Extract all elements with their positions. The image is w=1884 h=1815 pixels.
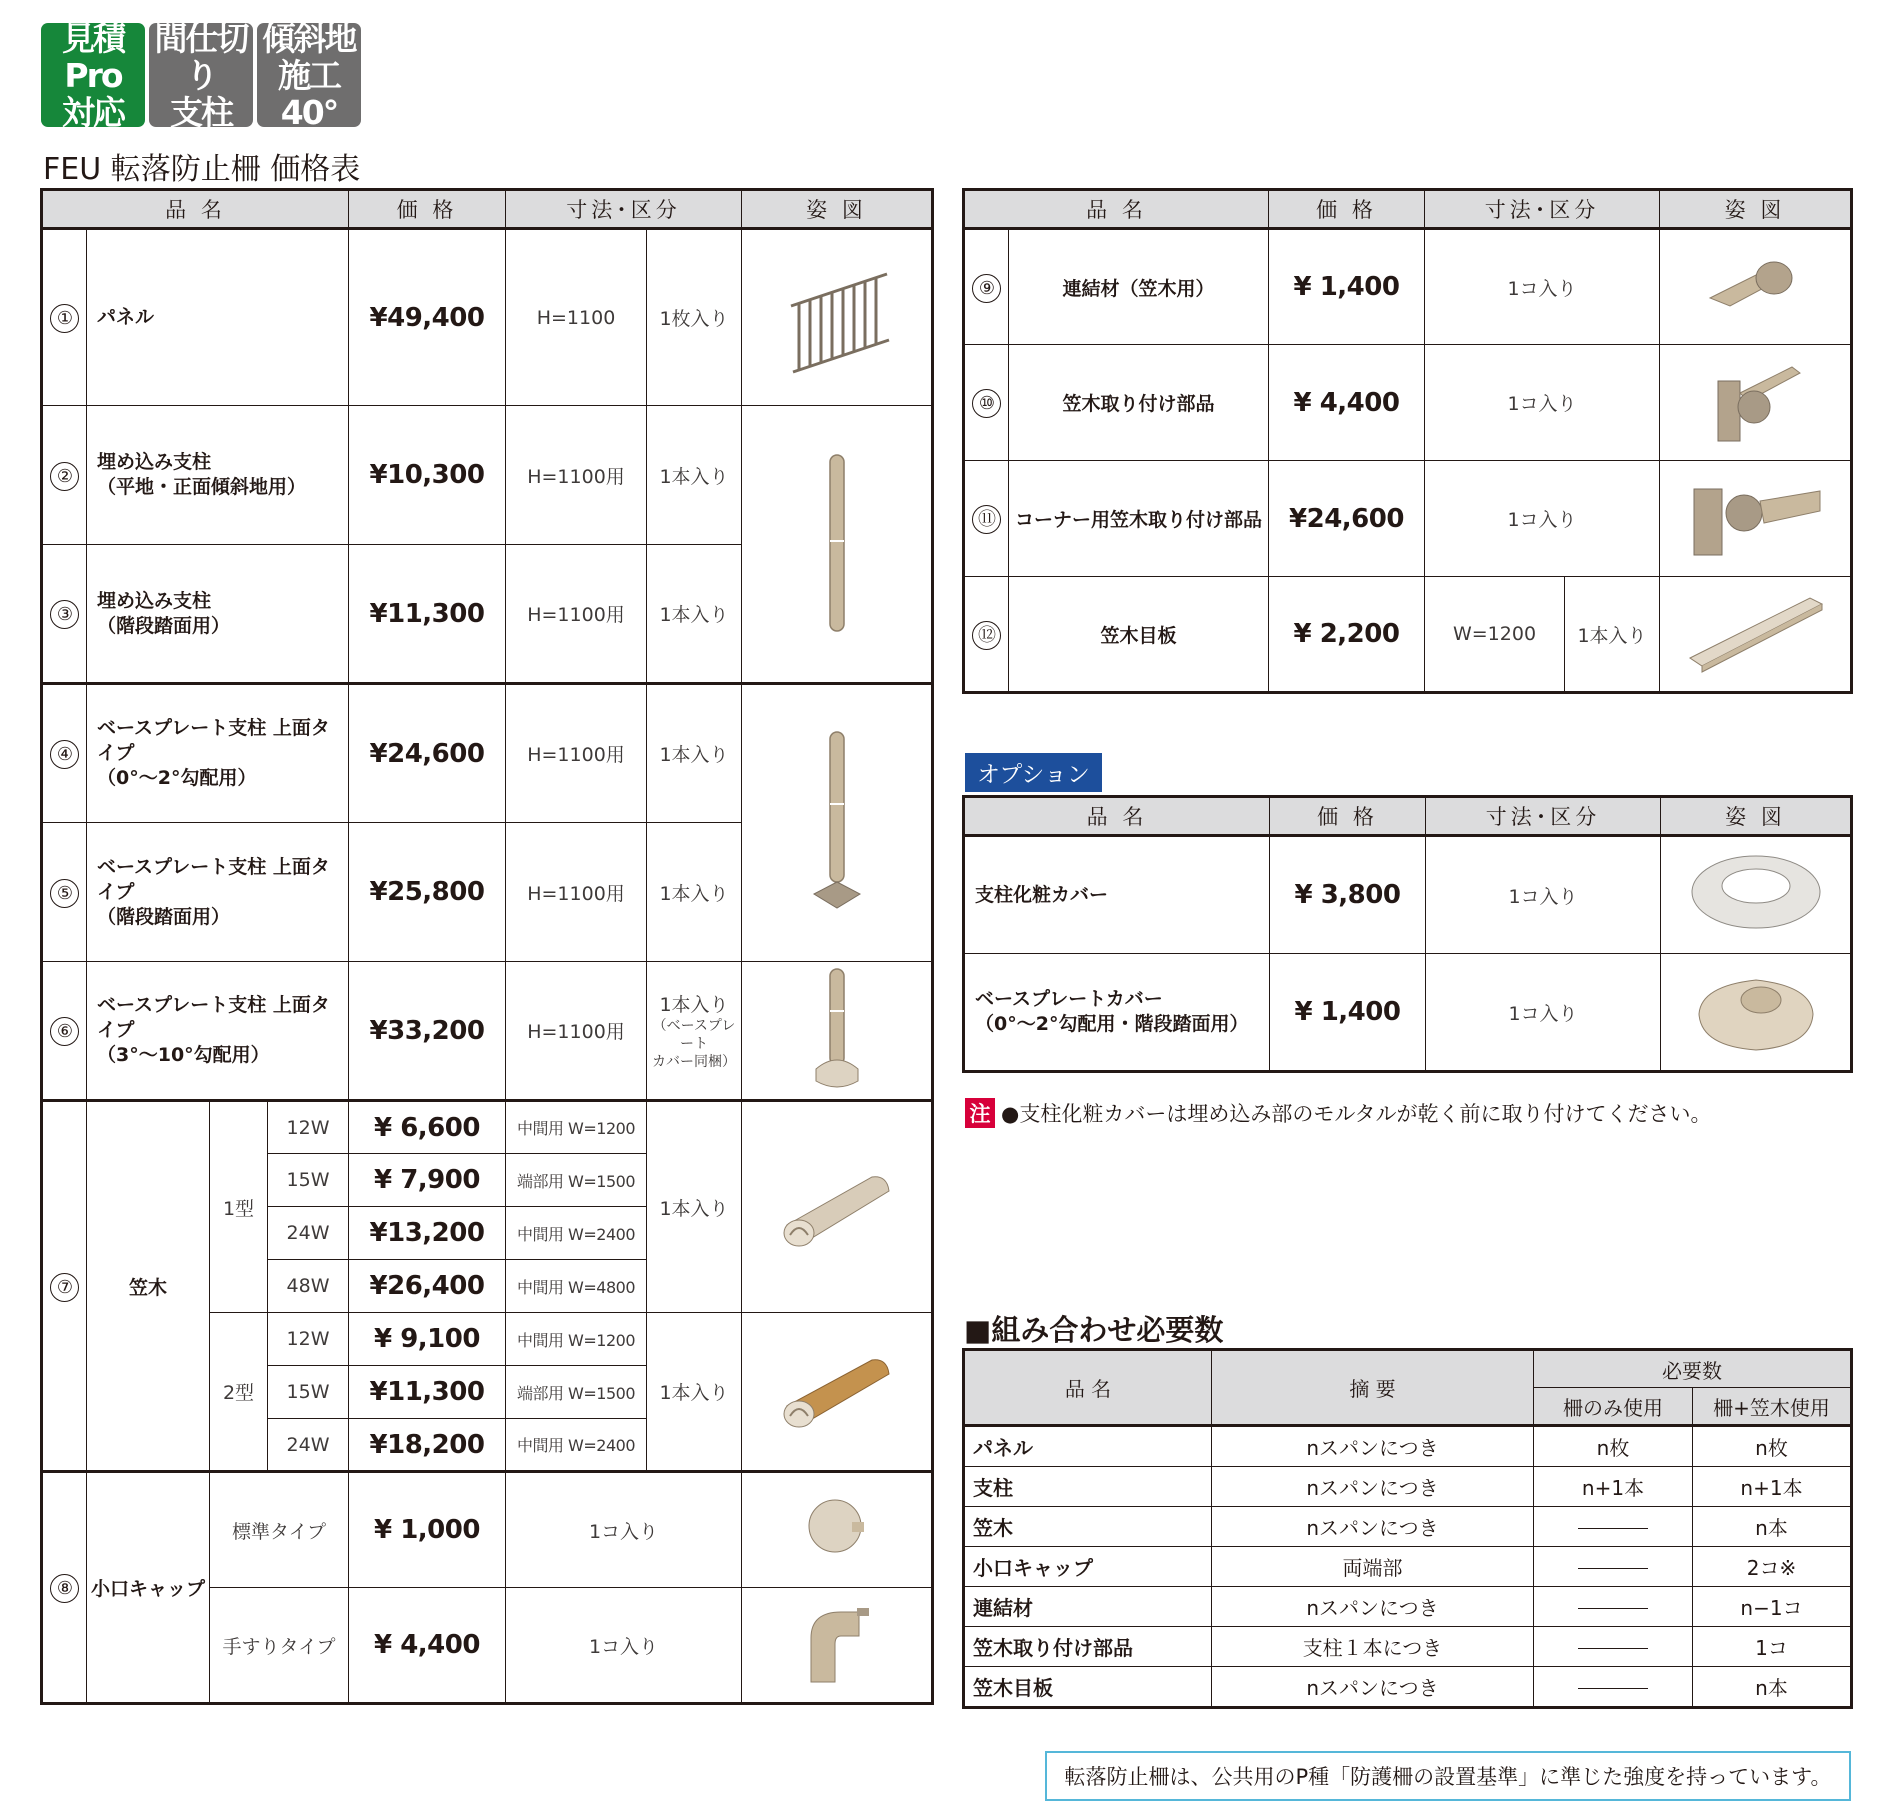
item-dim: H=1100用	[506, 684, 647, 823]
item-name: 連結材（笠木用）	[1009, 229, 1269, 345]
row-number: ⑪	[972, 505, 1001, 534]
item-price: ¥24,600	[1269, 461, 1425, 577]
item-name: ベースプレート支柱 上面タイプ （階段踏面用）	[87, 823, 349, 962]
table-row	[42, 684, 933, 823]
table-row	[964, 229, 1852, 345]
header-name: 品 名	[964, 797, 1270, 836]
table-row	[42, 962, 933, 1101]
width-label: 48W	[268, 1260, 349, 1313]
item-price: ¥10,300	[349, 406, 506, 545]
item-price: ¥ 3,800	[1270, 836, 1426, 954]
table-row	[964, 461, 1852, 577]
row-number: ⑤	[50, 879, 79, 908]
combo-summary: nスパンにつき	[1212, 1507, 1534, 1547]
dash-line	[1578, 1568, 1648, 1569]
item-dim: 中間用 W=4800	[506, 1260, 647, 1313]
page-title: FEU 転落防止柵 価格表	[43, 152, 361, 187]
badge-partition-post: 間仕切り 支柱	[149, 23, 253, 127]
item-qty: 1本入り （ベースプレート カバー同梱）	[647, 962, 742, 1101]
type-label: 標準タイプ	[210, 1472, 349, 1588]
item-dim: 中間用 W=2400	[506, 1419, 647, 1472]
item-dim: 中間用 W=2400	[506, 1207, 647, 1260]
row-number: ①	[50, 304, 79, 333]
item-price: ¥18,200	[349, 1419, 506, 1472]
item-price: ¥33,200	[349, 962, 506, 1101]
item-name: 小口キャップ	[87, 1472, 210, 1704]
combo-fence-cap: 1コ	[1693, 1627, 1852, 1667]
combo-fence-cap: n+1本	[1693, 1467, 1852, 1507]
item-name: 笠木目板	[1009, 577, 1269, 693]
combo-name: 笠木取り付け部品	[964, 1627, 1212, 1667]
item-name: ベースプレート支柱 上面タイプ （0°～2°勾配用）	[87, 684, 349, 823]
post-cover-figure	[1661, 836, 1852, 954]
item-price: ¥ 1,400	[1270, 954, 1426, 1072]
combo-fence-cap: n−1コ	[1693, 1587, 1852, 1627]
item-qty: 1コ入り	[1426, 836, 1661, 954]
connector-figure	[1660, 229, 1852, 345]
item-name: コーナー用笠木取り付け部品	[1009, 461, 1269, 577]
dash-line	[1578, 1688, 1648, 1689]
item-qty: 1コ入り	[1426, 954, 1661, 1072]
type-label: 1型	[210, 1101, 268, 1313]
item-price: ¥ 7,900	[349, 1154, 506, 1207]
row-number: ⑦	[50, 1273, 79, 1302]
table-row	[964, 1507, 1852, 1547]
item-price: ¥25,800	[349, 823, 506, 962]
table-row	[964, 345, 1852, 461]
item-qty: 1コ入り	[1425, 229, 1660, 345]
item-qty: 1本入り	[647, 406, 742, 545]
end-cap-figure	[742, 1472, 933, 1588]
item-name: ベースプレート支柱 上面タイプ （3°～10°勾配用）	[87, 962, 349, 1101]
table-row	[964, 577, 1852, 693]
item-dim: H=1100	[506, 229, 647, 406]
combo-header-fence-only: 柵のみ使用	[1534, 1388, 1693, 1426]
item-dim: H=1100用	[506, 962, 647, 1101]
corner-mount-figure	[1660, 461, 1852, 577]
combo-fence-only	[1534, 1627, 1693, 1667]
row-number: ⑩	[972, 389, 1001, 418]
combo-fence-only: n+1本	[1534, 1467, 1693, 1507]
item-dim: 端部用 W=1500	[506, 1366, 647, 1419]
table-row	[42, 1472, 933, 1588]
combo-summary: nスパンにつき	[1212, 1426, 1534, 1467]
option-note	[965, 1098, 1711, 1128]
combo-fence-only: n枚	[1534, 1426, 1693, 1467]
table-row	[964, 1426, 1852, 1467]
combo-fence-only	[1534, 1547, 1693, 1587]
combo-title: ■組み合わせ必要数	[964, 1313, 1224, 1347]
item-price: ¥11,300	[349, 545, 506, 684]
header-price: 価 格	[349, 190, 506, 229]
dash-line	[1578, 1648, 1648, 1649]
item-qty: 1コ入り	[506, 1472, 742, 1588]
combo-summary: nスパンにつき	[1212, 1467, 1534, 1507]
item-dim: 中間用 W=1200	[506, 1101, 647, 1154]
badge-group	[41, 18, 361, 132]
combo-summary: 支柱１本につき	[1212, 1627, 1534, 1667]
combo-fence-cap: n本	[1693, 1667, 1852, 1708]
item-qty: 1コ入り	[1425, 345, 1660, 461]
note-mark: 注	[965, 1098, 995, 1128]
item-qty: 1本入り	[647, 545, 742, 684]
combo-summary: nスパンにつき	[1212, 1587, 1534, 1627]
table-row	[42, 229, 933, 406]
item-price: ¥ 9,100	[349, 1313, 506, 1366]
combo-header-fence-cap: 柵+笠木使用	[1693, 1388, 1852, 1426]
item-qty: 1本入り	[647, 684, 742, 823]
main-price-table	[40, 188, 934, 1705]
combo-name: 笠木目板	[964, 1667, 1212, 1708]
dash-line	[1578, 1528, 1648, 1529]
header-fig: 姿 図	[742, 190, 933, 229]
combination-table	[962, 1348, 1853, 1709]
item-price: ¥ 1,400	[1269, 229, 1425, 345]
width-label: 24W	[268, 1419, 349, 1472]
table-row	[964, 1467, 1852, 1507]
item-qty: 1コ入り	[1425, 461, 1660, 577]
table-row	[42, 406, 933, 545]
header-dim: 寸法･区分	[1426, 797, 1661, 836]
panel-figure	[742, 229, 933, 406]
item-name: 埋め込み支柱 （平地・正面傾斜地用）	[87, 406, 349, 545]
combo-header-name: 品 名	[964, 1350, 1212, 1426]
table-row	[964, 1547, 1852, 1587]
item-dim: H=1100用	[506, 545, 647, 684]
header-price: 価 格	[1270, 797, 1426, 836]
header-name: 品 名	[964, 190, 1269, 229]
combo-fence-cap: n本	[1693, 1507, 1852, 1547]
combo-fence-only	[1534, 1667, 1693, 1708]
item-price: ¥ 6,600	[349, 1101, 506, 1154]
combo-fence-only	[1534, 1587, 1693, 1627]
item-qty: 1本入り	[1565, 577, 1660, 693]
width-label: 24W	[268, 1207, 349, 1260]
type-label: 2型	[210, 1313, 268, 1472]
width-label: 15W	[268, 1366, 349, 1419]
row-number: ⑫	[972, 621, 1001, 650]
combo-header-summary: 摘 要	[1212, 1350, 1534, 1426]
item-price: ¥26,400	[349, 1260, 506, 1313]
badge-mitsumori-pro: 見積Pro 対応	[41, 23, 145, 127]
item-price: ¥11,300	[349, 1366, 506, 1419]
combo-name: 支柱	[964, 1467, 1212, 1507]
item-name: ベースプレートカバー （0°～2°勾配用・階段踏面用）	[964, 954, 1270, 1072]
item-qty: 1コ入り	[506, 1588, 742, 1704]
combo-fence-cap: 2コ※	[1693, 1547, 1852, 1587]
width-label: 15W	[268, 1154, 349, 1207]
header-fig: 姿 図	[1660, 190, 1852, 229]
header-dim: 寸法･区分	[506, 190, 742, 229]
header-price: 価 格	[1269, 190, 1425, 229]
row-number: ④	[50, 740, 79, 769]
width-label: 12W	[268, 1313, 349, 1366]
item-qty: 1枚入り	[647, 229, 742, 406]
table-row	[964, 1627, 1852, 1667]
item-price: ¥13,200	[349, 1207, 506, 1260]
table-row	[42, 1101, 933, 1154]
handrail-mount-figure	[1660, 345, 1852, 461]
row-number: ③	[50, 600, 79, 629]
base-plate-cover-post-figure	[742, 962, 933, 1101]
item-name: 笠木	[87, 1101, 210, 1472]
combo-name: 笠木	[964, 1507, 1212, 1547]
note-text: ●支柱化粧カバーは埋め込み部のモルタルが乾く前に取り付けてください。	[1001, 1102, 1712, 1126]
table-row	[964, 954, 1852, 1072]
cover-strip-figure	[1660, 577, 1852, 693]
header-name: 品 名	[42, 190, 349, 229]
item-dim: 端部用 W=1500	[506, 1154, 647, 1207]
table-row	[964, 1667, 1852, 1708]
item-name: 埋め込み支柱 （階段踏面用）	[87, 545, 349, 684]
combo-name: 連結材	[964, 1587, 1212, 1627]
item-dim: W=1200	[1425, 577, 1565, 693]
item-price: ¥49,400	[349, 229, 506, 406]
item-price: ¥24,600	[349, 684, 506, 823]
handrail-end-cap-figure	[742, 1588, 933, 1704]
combo-header-required: 必要数	[1534, 1350, 1852, 1388]
combo-name: 小口キャップ	[964, 1547, 1212, 1587]
combo-summary: nスパンにつき	[1212, 1667, 1534, 1708]
item-name: 笠木取り付け部品	[1009, 345, 1269, 461]
handrail-type2-figure	[742, 1313, 933, 1472]
header-fig: 姿 図	[1661, 797, 1852, 836]
combo-name: パネル	[964, 1426, 1212, 1467]
handrail-type1-figure	[742, 1101, 933, 1313]
table-row	[964, 1587, 1852, 1627]
footer-note: 転落防止柵は、公共用のP種「防護柵の設置基準」に準じた強度を持っています。	[1045, 1751, 1851, 1801]
item-dim: 中間用 W=1200	[506, 1313, 647, 1366]
item-price: ¥ 1,000	[349, 1472, 506, 1588]
row-number: ⑥	[50, 1017, 79, 1046]
item-dim: H=1100用	[506, 406, 647, 545]
type-label: 手すりタイプ	[210, 1588, 349, 1704]
combo-fence-cap: n枚	[1693, 1426, 1852, 1467]
combo-fence-only	[1534, 1507, 1693, 1547]
base-plate-cover-figure	[1661, 954, 1852, 1072]
item-qty: 1本入り	[647, 823, 742, 962]
combo-summary: 両端部	[1212, 1547, 1534, 1587]
row-number: ⑨	[972, 274, 1001, 303]
row-number: ②	[50, 462, 79, 491]
row-number: ⑧	[50, 1574, 79, 1603]
item-price: ¥ 4,400	[349, 1588, 506, 1704]
table-row	[964, 836, 1852, 954]
item-dim: H=1100用	[506, 823, 647, 962]
item-qty: 1本入り	[647, 1101, 742, 1313]
dash-line	[1578, 1608, 1648, 1609]
item-price: ¥ 4,400	[1269, 345, 1425, 461]
parts-price-table	[962, 188, 1853, 694]
base-plate-post-figure	[742, 684, 933, 962]
badge-slope: 傾斜地 施工40°	[257, 23, 361, 127]
option-price-table	[962, 795, 1853, 1073]
embedded-post-figure	[742, 406, 933, 684]
item-name: パネル	[87, 229, 349, 406]
item-name: 支柱化粧カバー	[964, 836, 1270, 954]
item-qty: 1本入り	[647, 1313, 742, 1472]
header-dim: 寸法･区分	[1425, 190, 1660, 229]
option-label: オプション	[965, 753, 1102, 792]
width-label: 12W	[268, 1101, 349, 1154]
item-price: ¥ 2,200	[1269, 577, 1425, 693]
